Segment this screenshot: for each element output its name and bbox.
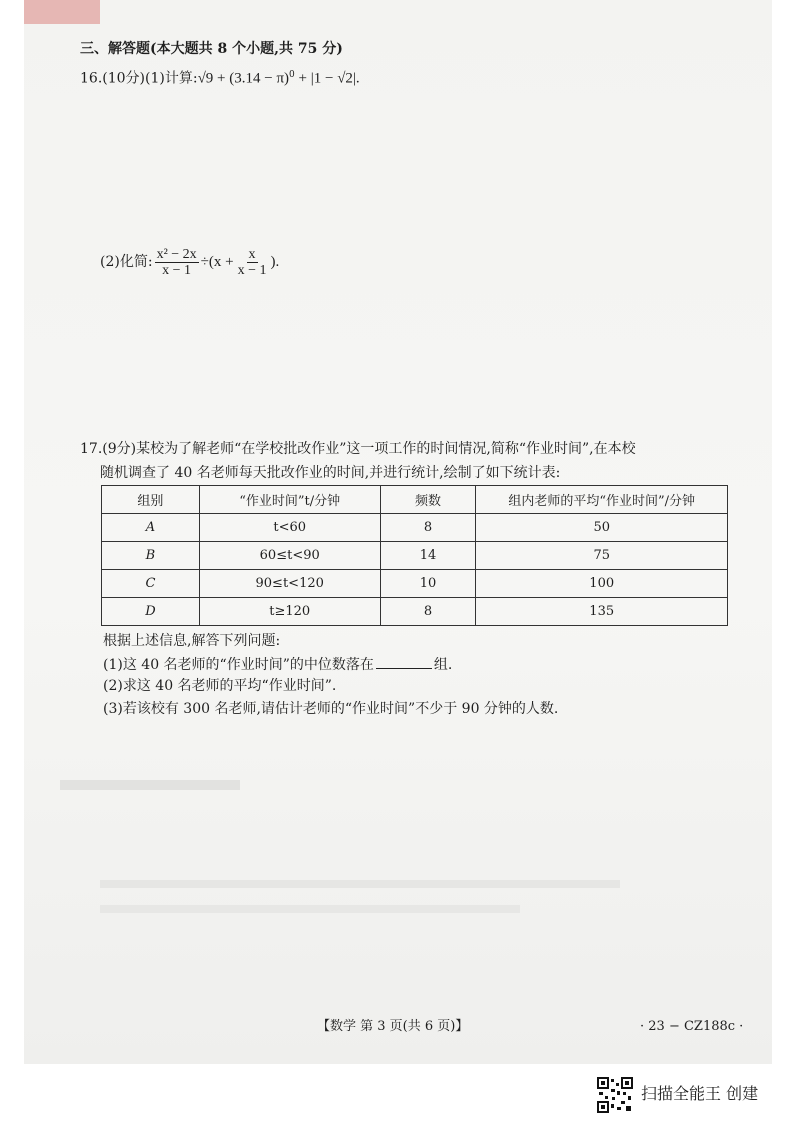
bleed-through-mark — [100, 905, 520, 913]
table-row — [102, 542, 728, 570]
bleed-through-mark — [60, 780, 240, 790]
table-cell: C — [102, 570, 200, 598]
table-cell: 14 — [380, 542, 476, 570]
table-cell: 75 — [476, 542, 728, 570]
table-cell: 100 — [476, 570, 728, 598]
table-header-cell: 组内老师的平均“作业时间”/分钟 — [476, 486, 728, 514]
table-cell: 10 — [380, 570, 476, 598]
table-row — [102, 570, 728, 598]
q16-divide: ÷(x + — [200, 254, 234, 270]
q17-sub3: (3)若该校有 300 名老师,请估计老师的“作业时间”不少于 90 分钟的人数. — [103, 701, 559, 717]
q17-sub2: (2)求这 40 名老师的平均“作业时间”. — [103, 678, 337, 694]
table-header-cell: “作业时间”t/分钟 — [199, 486, 380, 514]
table-cell: t<60 — [199, 514, 380, 542]
table-cell: A — [102, 514, 200, 542]
answer-blank — [376, 654, 432, 669]
fraction — [236, 247, 269, 278]
fraction-denominator: x − 1 — [237, 262, 267, 278]
q17-sub1-suffix: 组. — [433, 657, 453, 673]
q16-part2-prefix: (2)化简: — [100, 254, 153, 270]
q16-part2 — [100, 246, 279, 278]
q16-expr-a: √9 + (3.14 − π) — [197, 70, 290, 87]
table-cell: t≥120 — [199, 598, 380, 626]
q17-intro-line2: 随机调查了 40 名老师每天批改作业的时间,并进行统计,绘制了如下统计表: — [100, 465, 561, 481]
page-footer-label: 【数学 第 3 页(共 6 页)】 — [317, 1019, 469, 1034]
fraction-denominator: x − 1 — [162, 262, 192, 278]
red-stamp-mark — [24, 0, 100, 24]
q16-exponent: 0 — [289, 70, 295, 80]
stats-table — [101, 485, 728, 626]
table-cell: 90≤t<120 — [199, 570, 380, 598]
q17-sub1 — [103, 654, 452, 674]
table-cell: 8 — [380, 598, 476, 626]
table-cell: 135 — [476, 598, 728, 626]
table-header-cell: 频数 — [380, 486, 476, 514]
q16-prefix: 16.(10分)(1)计算: — [80, 70, 198, 87]
table-cell: B — [102, 542, 200, 570]
fraction-numerator: x — [248, 246, 256, 262]
table-cell: 50 — [476, 514, 728, 542]
table-row — [102, 514, 728, 542]
paper-code: · 23 − CZ188c · — [640, 1019, 744, 1034]
table-header-cell: 组别 — [102, 486, 200, 514]
table-header-row — [102, 486, 728, 514]
bleed-through-mark — [100, 880, 620, 888]
section-title: 三、解答题(本大题共 8 个小题,共 75 分) — [80, 41, 343, 57]
q16-part1 — [80, 66, 360, 88]
table-cell: 8 — [380, 514, 476, 542]
table-cell: D — [102, 598, 200, 626]
q17-lead: 根据上述信息,解答下列问题: — [103, 633, 281, 649]
q16-expr-b: + |1 − √2|. — [294, 70, 360, 87]
qr-code-icon — [597, 1077, 633, 1113]
fraction-numerator: x² − 2x — [156, 246, 197, 262]
table-cell: 60≤t<90 — [199, 542, 380, 570]
q16-close: ). — [270, 254, 280, 270]
q17-sub1-text: (1)这 40 名老师的“作业时间”的中位数落在 — [103, 657, 374, 673]
q17-intro-line1: 17.(9分)某校为了解老师“在学校批改作业”这一项工作的时间情况,简称“作业时间”,在本校 — [80, 441, 636, 457]
table-row — [102, 598, 728, 626]
fraction — [155, 247, 199, 278]
scanner-label: 扫描全能王 创建 — [641, 1084, 759, 1103]
